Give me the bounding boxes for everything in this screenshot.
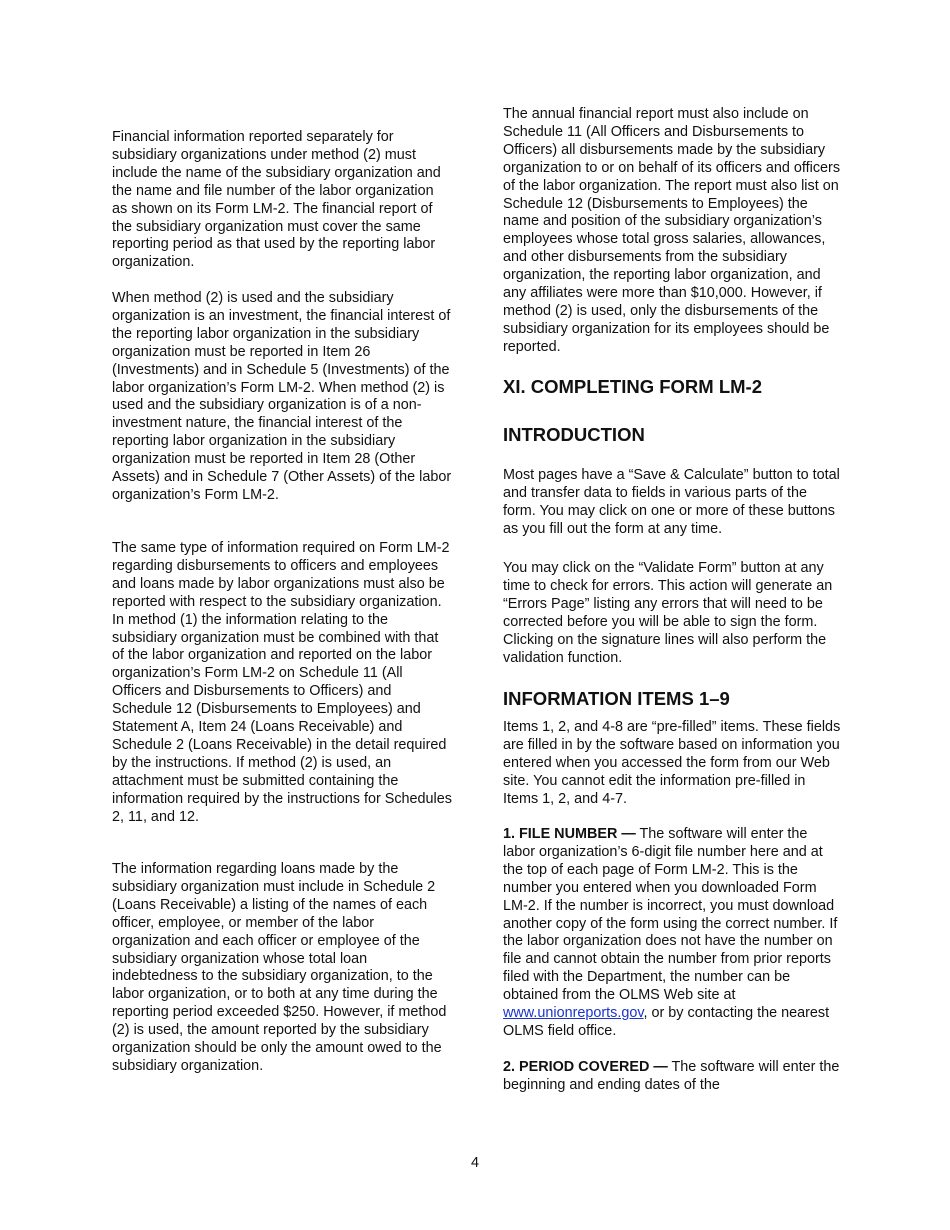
- right-paragraph-save-calculate: Most pages have a “Save & Calculate” button to total and transfer data to fields in various parts of the form. You may click on one or more of these buttons as you fill out the form at any time.: [503, 467, 840, 537]
- file-number-tail: , or by contacting the nearest OLMS field office.: [503, 1005, 830, 1039]
- left-paragraph-method-2-investment: When method (2) is used and the subsidiary organization is an investment, the financial interest of the reporting labor organization in the subsidiary organization must be reported in Item 26 (Investments) and in Schedule 5 (Investments) of the labor organization’s Form LM-2. When method (2) is used and the subsidiary organization is of a non-investment nature, the financial interest of the reporting labor organization in the subsidiary organization must be reported in Item 28 (Other Assets) and in Schedule 7 (Other Assets) of the labor organization’s Form LM-2.: [112, 290, 452, 503]
- file-number-text: The software will enter the labor organization’s 6-digit file number here and at the top of each page of Form LM-2. This is the number you entered when you downloaded Form LM-2. If the number is incorrect, you must download another copy of the form using the correct number. If the labor organization does not have the number on file and cannot obtain the number from prior reports filed with the Department, the number can be obtained from the OLMS Web site at: [503, 826, 838, 1004]
- section-heading-completing-form: XI. COMPLETING FORM LM-2: [503, 376, 762, 397]
- left-paragraph-subsidiary-info: Financial information reported separately for subsidiary organizations under method (2) must include the name of the subsidiary organization and the name and file number of the labor organization as shown on its Form LM-2. The financial report of the subsidiary organization must cover the same reporting period as that used by the reporting labor organization.: [112, 129, 441, 271]
- right-paragraph-prefilled-items: Items 1, 2, and 4-8 are “pre-filled” items. These fields are filled in by the software based on information you entered when you accessed the form from our Web site. You cannot edit the information pre-filled in Items 1, 2, and 4-7.: [503, 719, 841, 807]
- period-covered-text: The software will enter the beginning and ending dates of the: [503, 1059, 840, 1093]
- unionreports-link[interactable]: www.unionreports.gov: [503, 1005, 644, 1022]
- heading-information-items: INFORMATION ITEMS 1–9: [503, 688, 730, 709]
- page-number: 4: [470, 1155, 479, 1171]
- file-number-label: 1. FILE NUMBER —: [503, 826, 636, 842]
- period-covered-paragraph: [503, 1059, 843, 1095]
- right-paragraph-validate-form: You may click on the “Validate Form” button at any time to check for errors. This action will generate an “Errors Page” listing any errors that will need to be corrected before you will be able to sign the form. Clicking on the signature lines will also perform the validation function.: [503, 560, 833, 666]
- period-covered-label: 2. PERIOD COVERED —: [503, 1059, 668, 1075]
- right-paragraph-annual-report: The annual financial report must also include on Schedule 11 (All Officers and Disbursements to Officers) all disbursements made by the subsidiary organization to or on behalf of its officers and officers of the labor organization. The report must also list on Schedule 12 (Disbursements to Employees) the name and position of the subsidiary organization’s employees whose total gross salaries, allowances, and other disbursements from the subsidiary organization, the reporting labor organization, and any affiliates were more than $10,000. However, if method (2) is used, only the disbursements of the subsidiary organization for its employees should be reported.: [503, 106, 841, 355]
- file-number-paragraph: [503, 826, 843, 1041]
- heading-introduction: INTRODUCTION: [503, 424, 645, 445]
- left-paragraph-loans: The information regarding loans made by the subsidiary organization must include in Schedule 2 (Loans Receivable) a listing of the names of each officer, employee, or member of the labor organization and each officer or employee of the subsidiary organization whose total loan indebtedness to the subsidiary organization, to the labor organization, or to both at any time during the reporting period exceeded $250. However, if method (2) is used, the amount reported by the subsidiary organization should be only the amount owed to the subsidiary organization.: [112, 861, 447, 1074]
- left-paragraph-same-type-info: The same type of information required on Form LM-2 regarding disbursements to officers and employees and loans made by labor organizations must also be reported with respect to the subsidiary organization. In method (1) the information relating to the subsidiary organization must be combined with that of the labor organization and reported on the labor organization’s Form LM-2 on Schedule 11 (All Officers and Disbursements to Officers) and Schedule 12 (Disbursements to Employees) and Statement A, Item 24 (Loans Receivable) and Schedule 2 (Loans Receivable) in the detail required by the instructions. If method (2) is used, an attachment must be submitted containing the information required by the instructions for Schedules 2, 11, and 12.: [112, 540, 452, 825]
